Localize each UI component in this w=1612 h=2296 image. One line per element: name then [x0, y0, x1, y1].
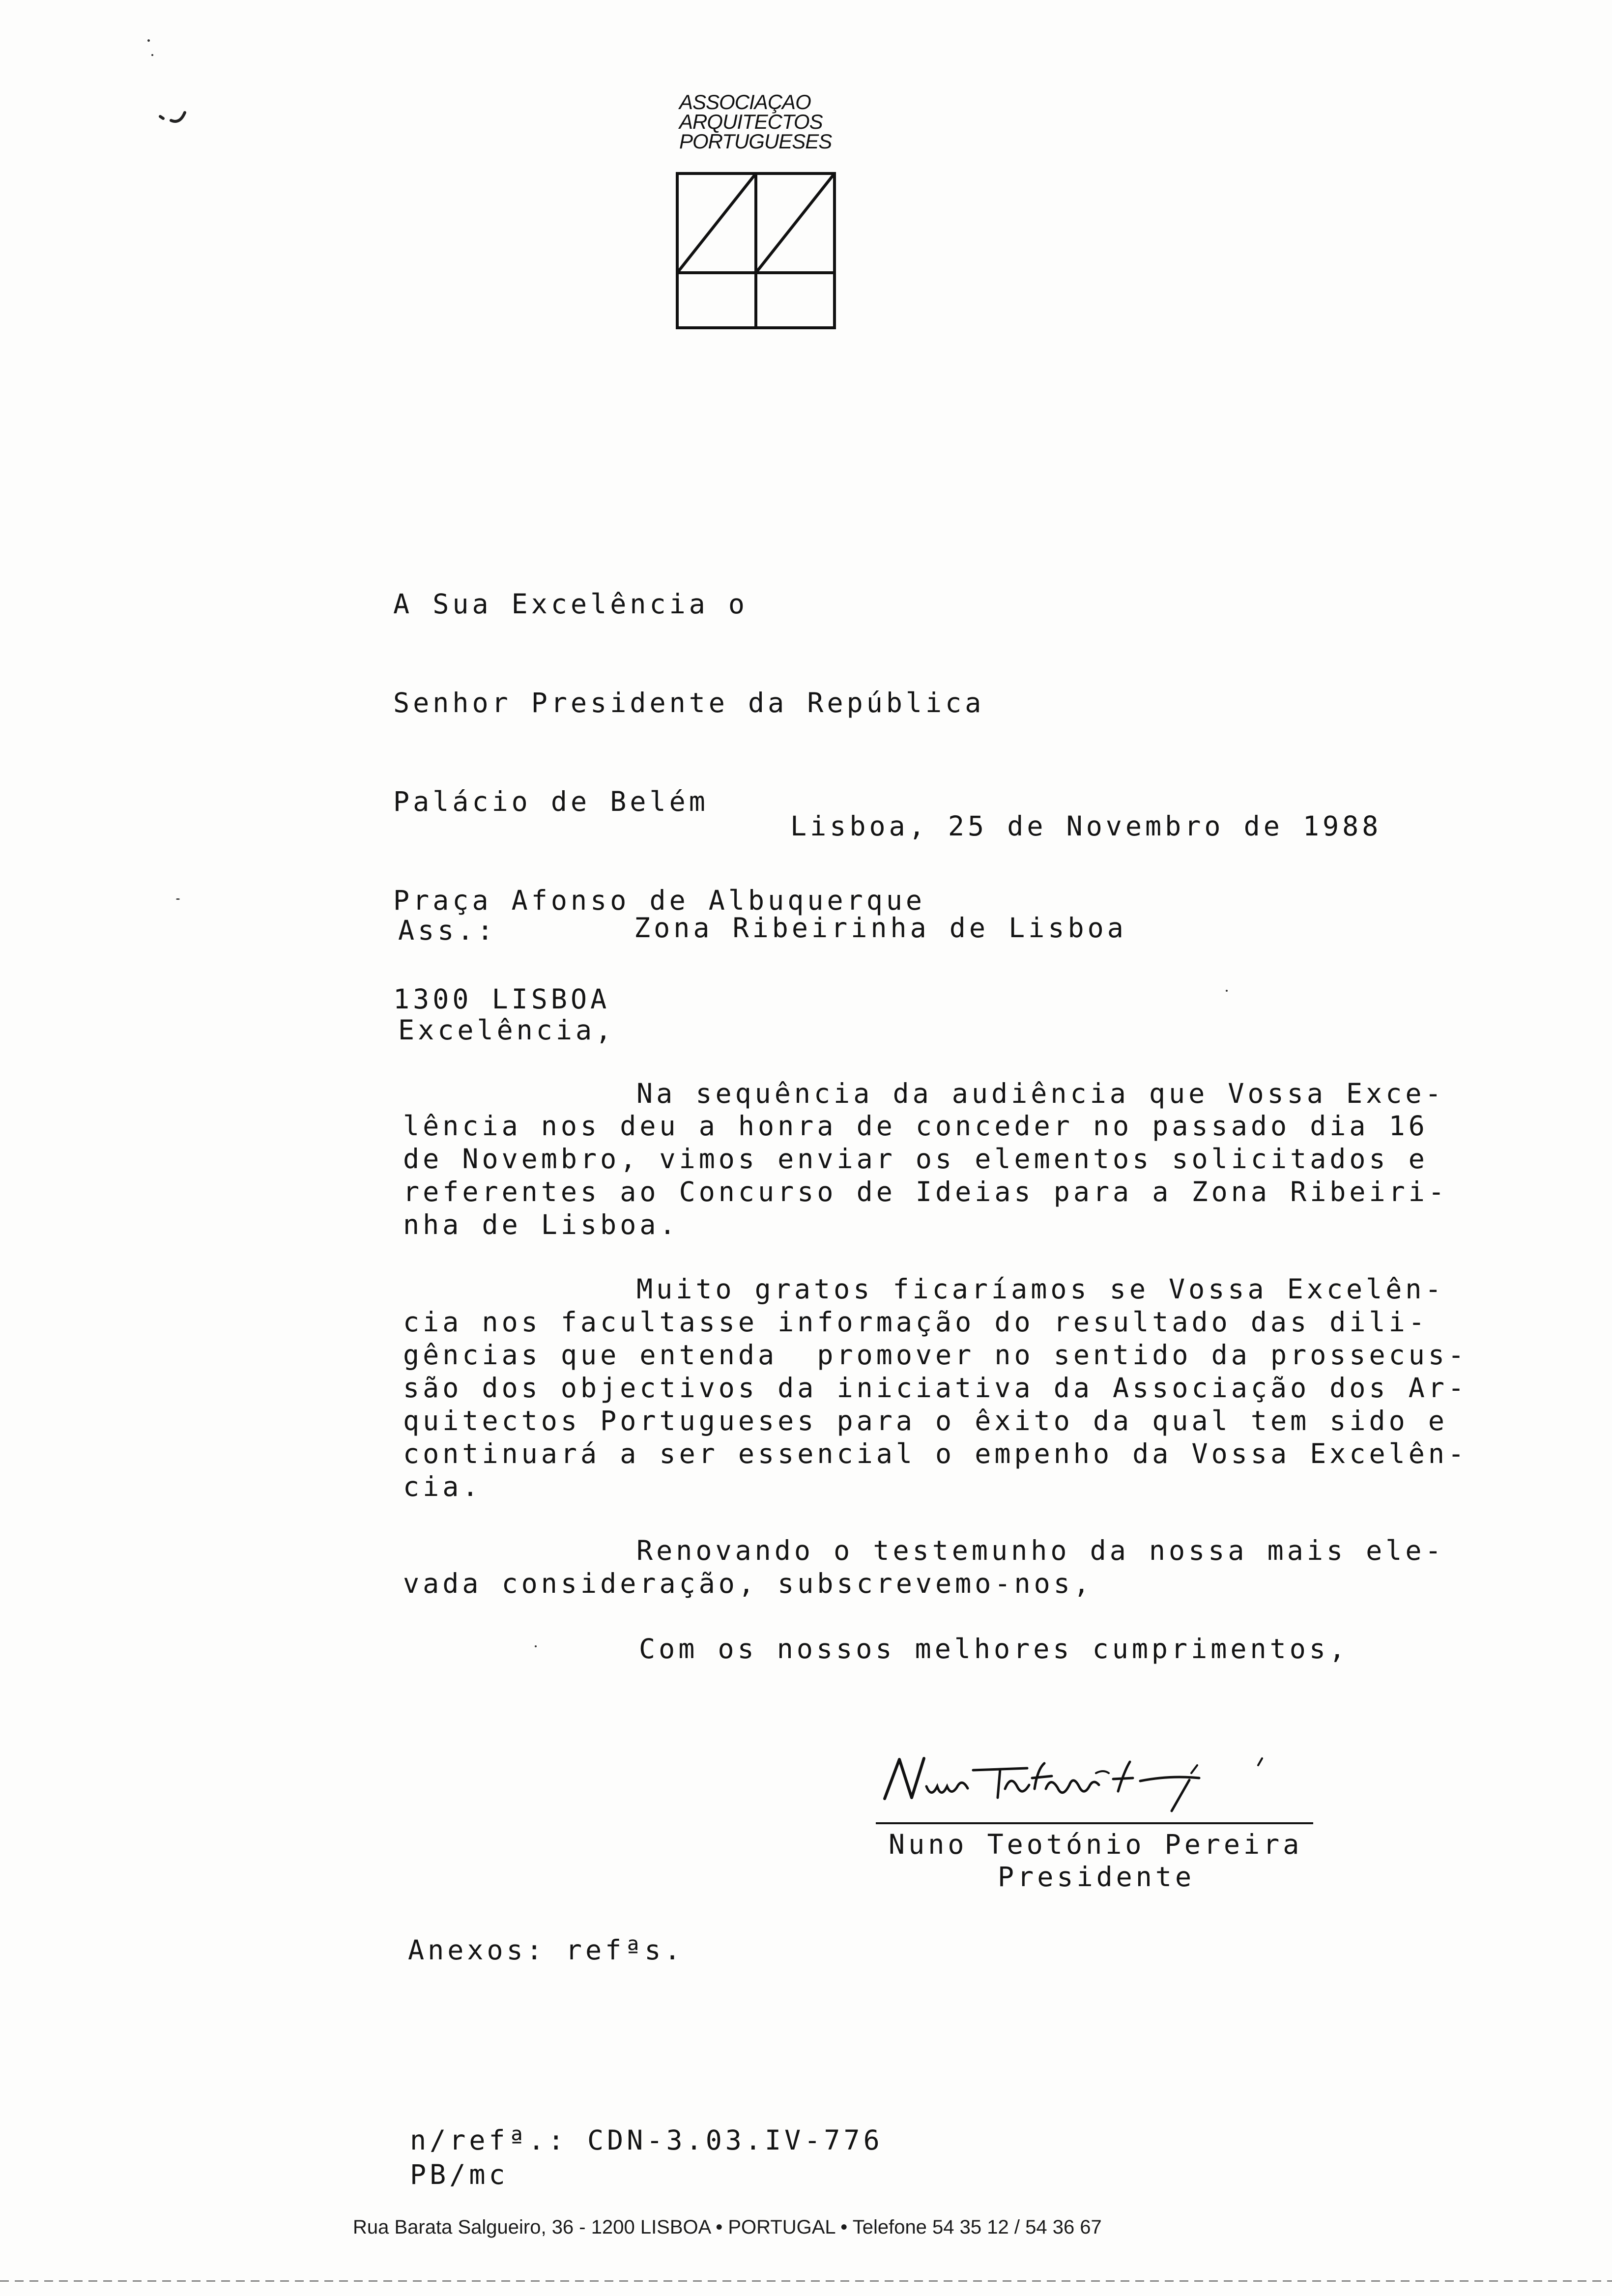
letter-date: Lisboa, 25 de Novembro de 1988 [790, 810, 1382, 842]
paragraph-1-line: Na sequência da audiência que Vossa Exce- [636, 1078, 1445, 1109]
paragraph-3-line: vada consideração, subscrevemo-nos, [403, 1568, 1093, 1599]
paragraph-2-line: cia nos facultasse informação do resultado das dili- [403, 1306, 1428, 1338]
salutation: Excelência, [398, 1014, 615, 1046]
subject-label: Ass.: [398, 915, 497, 946]
paragraph-1-line: referentes ao Concurso de Ideias para a Zona Ribeiri- [403, 1176, 1448, 1207]
scan-speck [147, 39, 150, 42]
paragraph-2-line: são dos objectivos da iniciativa da Associação dos Ar- [403, 1372, 1468, 1404]
paragraph-3-line: Renovando o testemunho da nossa mais ele- [636, 1535, 1445, 1566]
scan-speck [151, 54, 153, 56]
scan-speck [535, 1645, 537, 1647]
scan-mark-icon [157, 106, 197, 130]
recipient-line: Praça Afonso de Albuquerque [393, 885, 926, 916]
subject-value: Zona Ribeirinha de Lisboa [634, 912, 1127, 944]
letterhead-org-name [679, 92, 832, 151]
org-line-3: PORTUGUESES [679, 130, 832, 153]
handwritten-signature [865, 1740, 1307, 1818]
aap-logo-icon [676, 172, 836, 329]
org-line-1: ASSOCIAÇAO [679, 90, 811, 114]
paragraph-2-line: quitectos Portugueses para o êxito da qual tem sido e [403, 1405, 1448, 1436]
paragraph-2-line: cia. [403, 1471, 482, 1502]
recipient-line: A Sua Excelência o [393, 588, 748, 620]
reference-line-1: n/refª.: CDN-3.03.IV-776 [410, 2124, 883, 2156]
recipient-line: Senhor Presidente da República [393, 687, 985, 718]
paragraph-1-line: nha de Lisboa. [403, 1209, 679, 1240]
paragraph-1-line: de Novembro, vimos enviar os elementos solicitados e [403, 1143, 1428, 1175]
paragraph-1-line: lência nos deu a honra de conceder no passado dia 16 [403, 1110, 1428, 1142]
paragraph-2-line: Muito gratos ficaríamos se Vossa Excelên- [636, 1273, 1445, 1305]
reference-line-2: PB/mc [410, 2159, 509, 2190]
recipient-line: 1300 LISBOA [393, 983, 610, 1015]
paragraph-2-line: continuará a ser essencial o empenho da Vossa Excelên- [403, 1438, 1468, 1469]
scan-edge-line [0, 2280, 1612, 2282]
recipient-line: Palácio de Belém [393, 786, 709, 817]
signature-line [876, 1822, 1313, 1824]
org-line-2: ARQUITECTOS [679, 110, 823, 133]
scan-speck [1226, 990, 1228, 992]
paragraph-2-line: gências que entenda promover no sentido da prossecus- [403, 1339, 1468, 1371]
recipient-address [393, 522, 984, 1082]
signatory-title: Presidente [998, 1861, 1195, 1893]
letterhead-footer-address: Rua Barata Salgueiro, 36 - 1200 LISBOA • PORTUGAL • Telefone 54 35 12 / 54 36 67 [353, 2216, 1102, 2238]
scan-speck [176, 898, 180, 900]
attachments-note: Anexos: refªs. [408, 1934, 684, 1966]
signatory-name: Nuno Teotónio Pereira [889, 1829, 1303, 1860]
closing: Com os nossos melhores cumprimentos, [639, 1633, 1349, 1665]
